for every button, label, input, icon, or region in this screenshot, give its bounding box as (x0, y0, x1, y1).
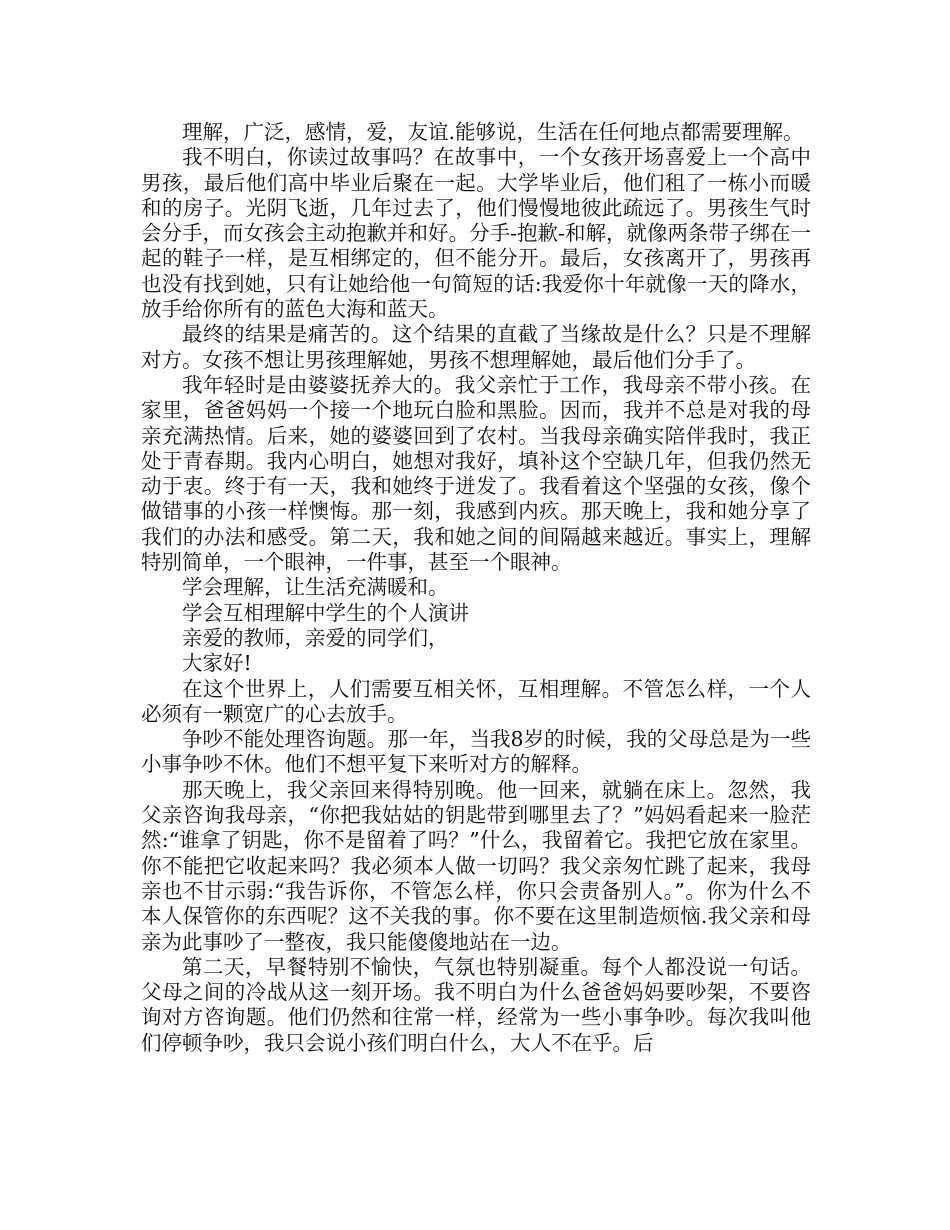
document-body (141, 120, 811, 1056)
paragraph: 在这个世界上，人们需要互相关怀，互相理解。不管怎么样，一个人必须有一颗宽广的心去放手。 (141, 676, 811, 726)
paragraph: 我年轻时是由婆婆抚养大的。我父亲忙于工作，我母亲不带小孩。在家里，爸爸妈妈一个接一个地玩白脸和黑脸。因而，我并不总是对我的母亲充满热情。后来，她的婆婆回到了农村。当我母亲确实陪伴我时，我正处于青春期。我内心明白，她想对我好，填补这个空缺几年，但我仍然无动于衷。终于有一天，我和她终于迸发了。我看着这个坚强的女孩，像个做错事的小孩一样懊悔。那一刻，我感到内疚。那天晚上，我和她分享了我们的办法和感受。第二天，我和她之间的间隔越来越近。事实上，理解特别简单，一个眼神，一件事，甚至一个眼神。 (141, 372, 811, 575)
paragraph: 学会理解，让生活充满暖和。 (182, 575, 449, 600)
salutation: 亲爱的教师，亲爱的同学们， (182, 625, 449, 650)
paragraph: 争吵不能处理咨询题。那一年，当我8岁的时候，我的父母总是为一些小事争吵不休。他们不想平复下来听对方的解释。 (141, 727, 811, 777)
speech-title: 学会互相理解中学生的个人演讲 (182, 600, 469, 625)
paragraph: 第二天，早餐特别不愉快，气氛也特别凝重。每个人都没说一句话。父母之间的冷战从这一刻开场。我不明白为什么爸爸妈妈要吵架，不要咨询对方咨询题。他们仍然和往常一样，经常为一些小事争吵。每次我叫他们停顿争吵，我只会说小孩们明白什么，大人不在乎。后 (141, 954, 811, 1055)
paragraph: 最终的结果是痛苦的。这个结果的直截了当缘故是什么？只是不理解对方。女孩不想让男孩理解她，男孩不想理解她，最后他们分手了。 (141, 322, 811, 372)
paragraph: 我不明白，你读过故事吗？在故事中，一个女孩开场喜爱上一个高中男孩，最后他们高中毕业后聚在一起。大学毕业后，他们租了一栋小而暖和的房子。光阴飞逝，几年过去了，他们慢慢地彼此疏远了。男孩生气时会分手，而女孩会主动抱歉并和好。分手-抱歉-和解，就像两条带子绑在一起的鞋子一样，是互相绑定的，但不能分开。最后，女孩离开了，男孩再也没有找到她，只有让她给他一句简短的话:我爱你十年就像一天的降水，放手给你所有的蓝色大海和蓝天。 (141, 145, 811, 322)
greeting: 大家好! (182, 651, 252, 676)
paragraph: 理解，广泛，感情，爱，友谊.能够说，生活在任何地点都需要理解。 (182, 120, 804, 144)
paragraph: 那天晚上，我父亲回来得特别晚。他一回来，就躺在床上。忽然，我父亲咨询我母亲，“你把我姑姑的钥匙带到哪里去了？”妈妈看起来一脸茫然:“谁拿了钥匙，你不是留着了吗？”什么，我留着它。我把它放在家里。你不能把它收起来吗？我必须本人做一切吗？我父亲匆忙跳了起来，我母亲也不甘示弱:“我告诉你，不管怎么样，你只会责备别人。”。你为什么不本人保管你的东西呢？这不关我的事。你不要在这里制造烦恼.我父亲和母亲为此事吵了一整夜，我只能傻傻地站在一边。 (141, 777, 811, 954)
